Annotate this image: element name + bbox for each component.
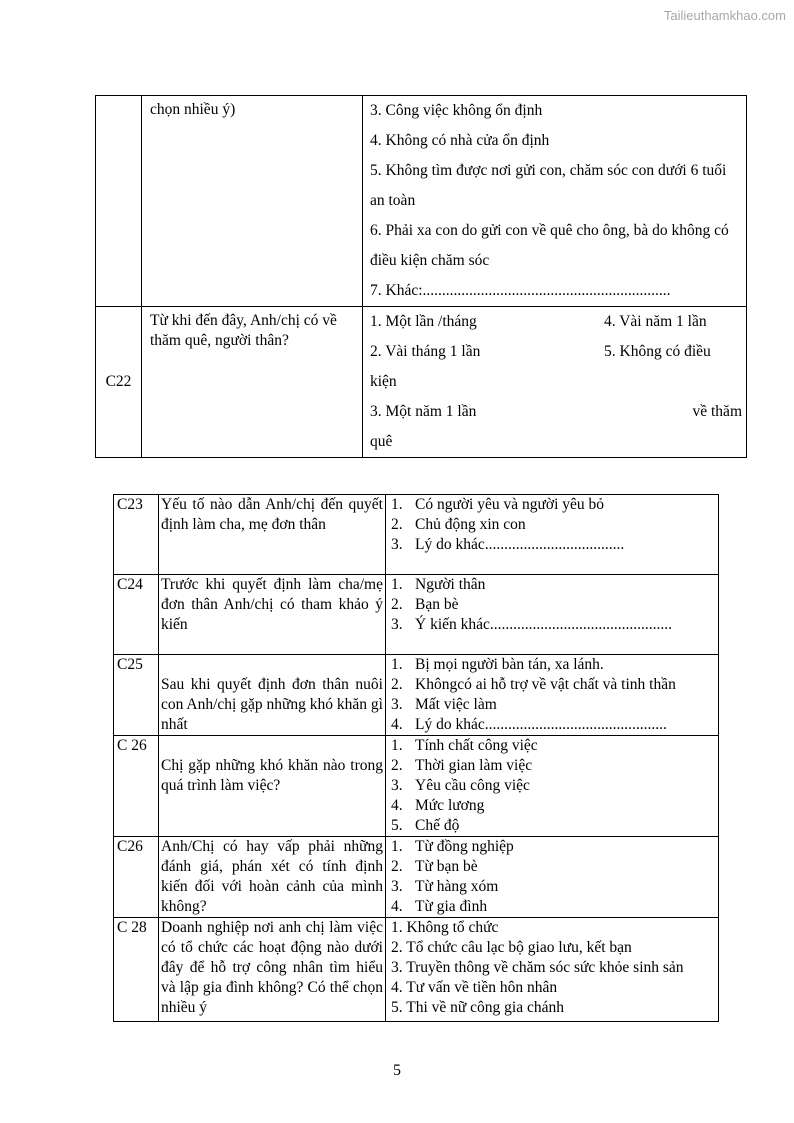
question-text: Chị gặp những khó khăn nào trong quá trình làm việc?: [159, 736, 386, 837]
answer-option: [391, 655, 716, 675]
option-number: 5.: [391, 817, 403, 834]
answer-list: [391, 655, 716, 735]
option-number: 3.: [391, 696, 403, 713]
answer-option: 5. Không tìm được nơi gửi con, chăm sóc con dưới 6 tuổi an toàn: [370, 162, 727, 209]
option-number: 3.: [391, 536, 403, 553]
option-number: 3.: [391, 616, 403, 633]
answer-option: 4. Không có nhà cửa ổn định: [370, 132, 550, 149]
option-text: Bị mọi người bàn tán, xa lánh.: [415, 656, 604, 673]
answer-option: 5. Không có điều: [604, 343, 711, 360]
answer-option: [391, 897, 716, 917]
question-code: C26: [114, 837, 159, 918]
answer-option: 6. Phải xa con do gửi con về quê cho ông, bà do không có điều kiện chăm sóc: [370, 222, 729, 269]
answer-line: [370, 397, 742, 427]
question-text: Doanh nghiệp nơi anh chị làm việc có tổ chức các hoạt động nào dưới đây để hỗ trợ công nhân tìm hiểu và lập gia đình không? Có thể chọn nhiều ý: [159, 918, 386, 1022]
answer-option: [391, 938, 716, 958]
option-number: 4.: [391, 797, 403, 814]
answer-option: [391, 715, 716, 735]
option-number: 1.: [391, 576, 403, 593]
answer-option: về thăm: [692, 403, 742, 420]
option-number: 2.: [391, 858, 403, 875]
answer-option: [391, 958, 716, 978]
option-text: Mức lương: [415, 797, 485, 814]
option-text: Từ bạn bè: [415, 858, 478, 875]
table-row: [114, 655, 719, 736]
question-text: chọn nhiều ý): [150, 101, 236, 118]
answer-cell: [386, 837, 719, 918]
option-text: Lý do khác...............................................: [415, 716, 667, 733]
question-text: Anh/Chị có hay vấp phải những đánh giá, phán xét có tính định kiến đối với hoàn cảnh của mình không?: [159, 837, 386, 918]
option-number: 2.: [391, 516, 403, 533]
option-text: Có người yêu và người yêu bỏ: [415, 496, 605, 513]
answer-list: [391, 918, 716, 1018]
option-text: Tính chất công việc: [415, 737, 538, 754]
option-text: 1. Không tổ chức: [391, 919, 499, 936]
table-row: [114, 575, 719, 655]
watermark: Tailieuthamkhao.com: [663, 8, 786, 23]
answer-option: [391, 918, 716, 938]
answer-option: [391, 776, 716, 796]
answer-line: [370, 307, 742, 337]
answer-option: [391, 796, 716, 816]
answer-option: 7. Khác:................................................................: [370, 282, 671, 299]
answer-list: [391, 736, 716, 836]
option-number: 4.: [391, 716, 403, 733]
answer-option: [391, 837, 716, 857]
question-text: Yếu tố nào dẫn Anh/chị đến quyết định làm cha, mẹ đơn thân: [159, 495, 386, 575]
answer-option: [391, 535, 716, 555]
answer-option: [391, 695, 716, 715]
option-text: Yêu cầu công việc: [415, 777, 530, 794]
option-text: Lý do khác....................................: [415, 536, 625, 553]
option-text: Bạn bè: [415, 596, 459, 613]
option-text: Từ đồng nghiệp: [415, 838, 514, 855]
answer-cell: [386, 575, 719, 655]
option-number: 4.: [391, 898, 403, 915]
answer-option: 2. Vài tháng 1 lần: [370, 343, 481, 360]
answer-option: 1. Một lần /tháng: [370, 313, 477, 330]
answer-cell: [386, 918, 719, 1022]
question-code: C 26: [114, 736, 159, 837]
option-number: 1.: [391, 656, 403, 673]
answer-line: [370, 337, 742, 367]
answer-option: [391, 978, 716, 998]
answer-option: [391, 575, 716, 595]
option-text: 4. Tư vấn về tiền hôn nhân: [391, 979, 558, 996]
answer-option: [391, 998, 716, 1018]
answer-option: [391, 877, 716, 897]
option-text: Chế độ: [415, 817, 460, 834]
option-text: Mất việc làm: [415, 696, 497, 713]
option-text: 5. Thi về nữ công gia chánh: [391, 999, 564, 1016]
option-number: 2.: [391, 596, 403, 613]
option-number: 1.: [391, 496, 403, 513]
option-text: Thời gian làm việc: [415, 757, 533, 774]
answer-option: [391, 736, 716, 756]
option-text: Từ hàng xóm: [415, 878, 499, 895]
table-row: [96, 96, 747, 307]
answer-option: [391, 857, 716, 877]
table-row: [114, 736, 719, 837]
answer-cell: [386, 495, 719, 575]
question-text: Sau khi quyết định đơn thân nuôi con Anh/chị gặp những khó khăn gì nhất: [159, 655, 386, 736]
option-number: 3.: [391, 878, 403, 895]
option-number: 3.: [391, 777, 403, 794]
page-number: 5: [393, 1062, 401, 1079]
table-row: [96, 307, 747, 458]
answer-option: [391, 756, 716, 776]
question-cell: [142, 96, 363, 307]
answer-option: [391, 495, 716, 515]
option-number: 2.: [391, 757, 403, 774]
table-row: [114, 918, 719, 1022]
question-code: C22: [96, 307, 142, 458]
answer-option: [391, 515, 716, 535]
answer-option: 3. Công việc không ổn định: [370, 102, 543, 119]
question-text: Từ khi đến đây, Anh/chị có về thăm quê, người thân?: [142, 307, 363, 458]
answer-list: [391, 837, 716, 917]
option-text: Chủ động xin con: [415, 516, 526, 533]
option-text: 3. Truyền thông về chăm sóc sức khỏe sinh sản: [391, 959, 684, 976]
answer-list: [391, 575, 716, 635]
table-row: [114, 495, 719, 575]
option-text: Người thân: [415, 576, 486, 593]
answer-cell: [386, 736, 719, 837]
option-text: 2. Tổ chức câu lạc bộ giao lưu, kết bạn: [391, 939, 632, 956]
option-number: 1.: [391, 737, 403, 754]
question-code: C25: [114, 655, 159, 736]
answer-line: kiện: [370, 373, 397, 390]
option-number: 1.: [391, 838, 403, 855]
table-row: [114, 837, 719, 918]
answer-cell: [363, 96, 747, 307]
answer-option: [391, 615, 716, 635]
option-text: Khôngcó ai hỗ trợ về vật chất và tinh thần: [415, 676, 676, 693]
answer-line: quê: [370, 433, 393, 450]
option-text: Từ gia đình: [415, 898, 488, 915]
survey-table-1: [95, 95, 747, 458]
question-code: C 28: [114, 918, 159, 1022]
survey-table-2: [113, 494, 719, 1022]
answer-cell: [386, 655, 719, 736]
answer-option: 3. Một năm 1 lần: [370, 403, 477, 420]
answer-option: [391, 816, 716, 836]
answer-cell: [363, 307, 747, 458]
question-code-cell: [96, 96, 142, 307]
question-code: C23: [114, 495, 159, 575]
question-text: Trước khi quyết định làm cha/mẹ đơn thân Anh/chị có tham khảo ý kiến: [159, 575, 386, 655]
option-text: Ý kiến khác...............................................: [415, 616, 673, 633]
answer-option: 4. Vài năm 1 lần: [604, 313, 707, 330]
answer-list: [391, 495, 716, 555]
option-number: 2.: [391, 676, 403, 693]
answer-option: [391, 595, 716, 615]
answer-option: [391, 675, 716, 695]
question-code: C24: [114, 575, 159, 655]
